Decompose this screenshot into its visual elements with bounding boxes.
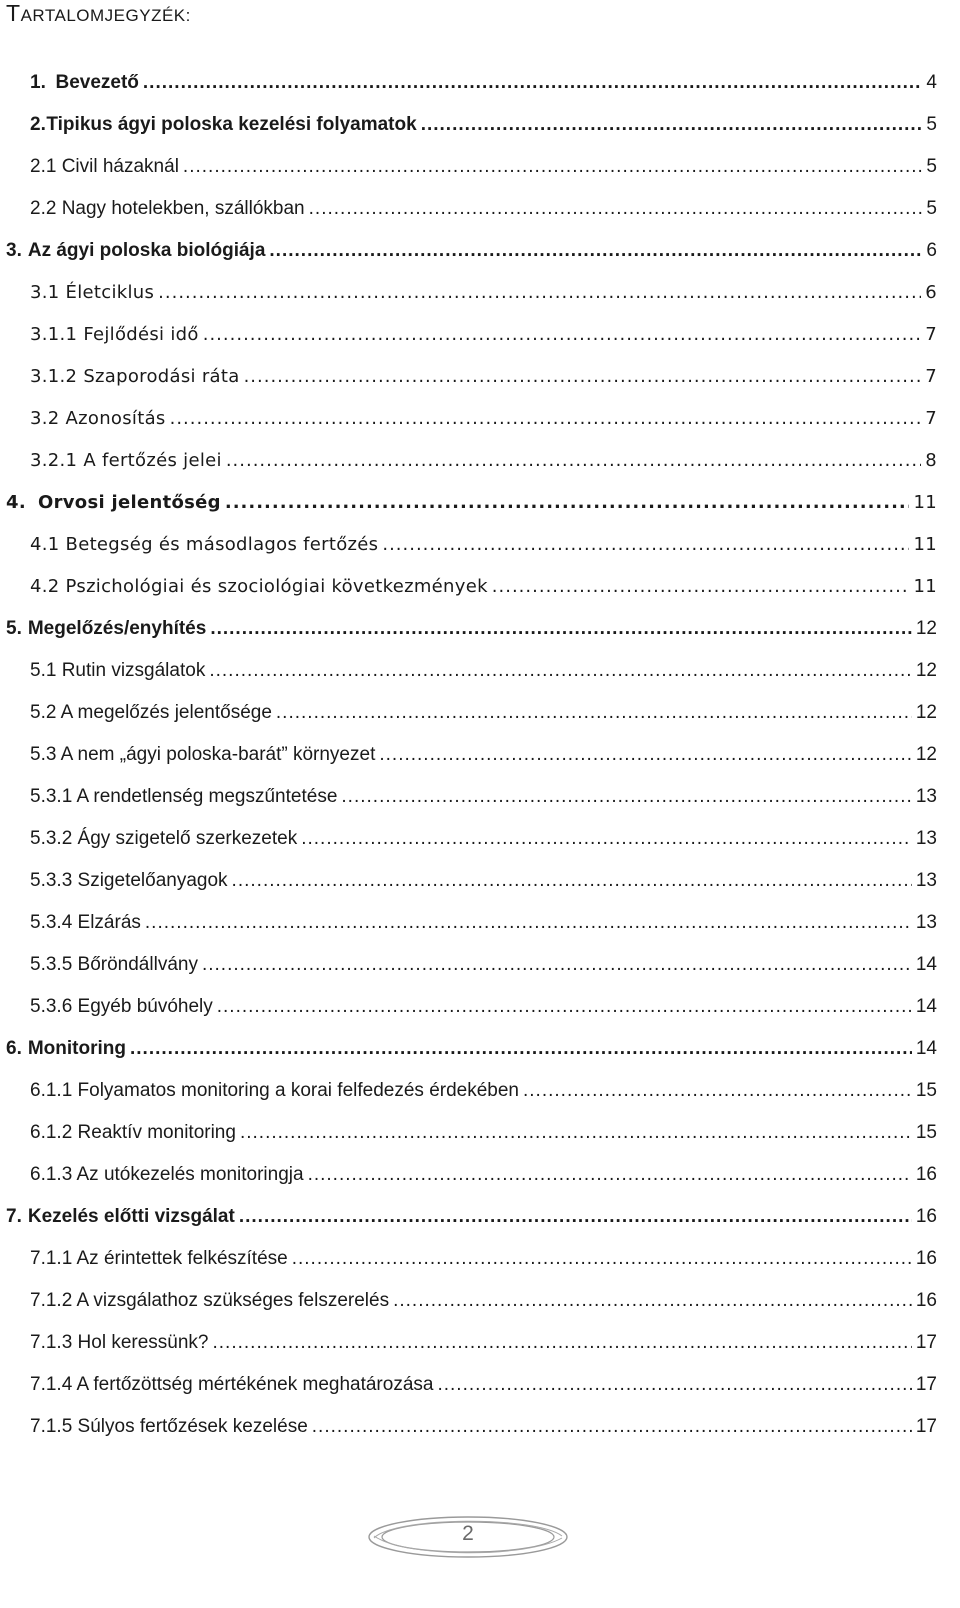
toc-entry-label: Monitoring bbox=[27, 1038, 126, 1059]
toc-entry-label: 6.1.2 Reaktív monitoring bbox=[30, 1122, 236, 1143]
toc-entry-page: 17 bbox=[915, 1416, 937, 1437]
toc-leader-dots bbox=[308, 1160, 912, 1190]
toc-entry[interactable] bbox=[30, 698, 937, 728]
toc-entry-label: Tipikus ágyi poloska kezelési folyamatok bbox=[46, 114, 417, 135]
toc-entry[interactable] bbox=[30, 110, 937, 140]
toc-entry-number: 7. bbox=[6, 1206, 22, 1227]
toc-entry-label: 6.1.1 Folyamatos monitoring a korai felfedezés érdekében bbox=[30, 1080, 519, 1101]
toc-entry-number: 2. bbox=[30, 114, 46, 135]
toc-entry-label: 5.3.5 Bőröndállvány bbox=[30, 954, 198, 975]
toc-entry-label: 3.1 Életciklus bbox=[30, 282, 155, 303]
toc-leader-dots bbox=[202, 950, 912, 980]
toc-entry[interactable] bbox=[30, 152, 937, 182]
toc-entry[interactable] bbox=[30, 1244, 937, 1274]
toc-leader-dots bbox=[239, 1202, 912, 1232]
toc-leader-dots bbox=[232, 866, 912, 896]
toc-entry[interactable] bbox=[30, 194, 937, 224]
toc-entry-page: 17 bbox=[915, 1374, 937, 1395]
toc-entry-label: 5.2 A megelőzés jelentősége bbox=[30, 702, 272, 723]
toc-entry-label: 5.3.6 Egyéb búvóhely bbox=[30, 996, 213, 1017]
toc-entry-page: 6 bbox=[926, 240, 937, 261]
toc-entry-label: 7.1.1 Az érintettek felkészítése bbox=[30, 1248, 288, 1269]
toc-entry[interactable] bbox=[30, 1118, 937, 1148]
toc-entry[interactable] bbox=[30, 1412, 937, 1442]
toc-entry[interactable] bbox=[30, 530, 937, 560]
toc-leader-dots bbox=[393, 1286, 912, 1316]
toc-leader-dots bbox=[145, 908, 912, 938]
toc-entry-page: 11 bbox=[913, 576, 937, 597]
toc-entry[interactable] bbox=[30, 320, 937, 350]
toc-entry-label: 2.2 Nagy hotelekben, szállókban bbox=[30, 198, 305, 219]
toc-entry[interactable] bbox=[30, 1286, 937, 1316]
toc-entry-page: 16 bbox=[915, 1248, 937, 1269]
toc-entry-page: 17 bbox=[915, 1332, 937, 1353]
toc-leader-dots bbox=[170, 404, 922, 434]
toc-entry-page: 11 bbox=[913, 492, 937, 513]
toc-entry-page: 5 bbox=[926, 156, 937, 177]
toc-entry-label: 4.2 Pszichológiai és szociológiai következmények bbox=[30, 576, 488, 597]
toc-leader-dots bbox=[209, 656, 912, 686]
toc-entry-page: 12 bbox=[915, 744, 937, 765]
toc-entry[interactable] bbox=[30, 362, 937, 392]
toc-entry[interactable] bbox=[30, 782, 937, 812]
toc-entry-label: 2.1 Civil házaknál bbox=[30, 156, 179, 177]
toc-entry-label: 5.3.3 Szigetelőanyagok bbox=[30, 870, 228, 891]
toc-entry[interactable] bbox=[30, 278, 937, 308]
toc-entry-label: 5.3 A nem „ágyi poloska-barát” környezet bbox=[30, 744, 376, 765]
toc-entry-page: 5 bbox=[926, 114, 937, 135]
toc-leader-dots bbox=[183, 152, 923, 182]
toc-entry-label: 5.3.2 Ágy szigetelő szerkezetek bbox=[30, 828, 298, 849]
toc-entry-page: 6 bbox=[925, 282, 937, 303]
toc-entry[interactable] bbox=[30, 446, 937, 476]
toc-entry-label: 5.3.1 A rendetlenség megszűntetése bbox=[30, 786, 338, 807]
toc-entry-page: 14 bbox=[915, 996, 937, 1017]
toc-entry[interactable] bbox=[30, 68, 937, 98]
toc-entry-label: Bevezető bbox=[55, 72, 139, 93]
toc-entry[interactable] bbox=[6, 488, 937, 518]
toc-entry-number: 3. bbox=[6, 240, 22, 261]
toc-leader-dots bbox=[244, 362, 922, 392]
toc-entry-page: 7 bbox=[925, 324, 937, 345]
toc-entry-label: 7.1.4 A fertőzöttség mértékének meghatározása bbox=[30, 1374, 434, 1395]
toc-entry-page: 12 bbox=[915, 702, 937, 723]
toc-entry-page: 7 bbox=[925, 408, 937, 429]
toc-entry-label: Kezelés előtti vizsgálat bbox=[27, 1206, 235, 1227]
toc-entry-label: 7.1.2 A vizsgálathoz szükséges felszerelés bbox=[30, 1290, 390, 1311]
toc-entry[interactable] bbox=[30, 740, 937, 770]
toc-entry-label: 7.1.5 Súlyos fertőzések kezelése bbox=[30, 1416, 308, 1437]
toc-entry-label: 3.1.1 Fejlődési idő bbox=[30, 324, 199, 345]
toc-leader-dots bbox=[382, 530, 909, 560]
toc-leader-dots bbox=[421, 110, 923, 140]
page-number: 2 bbox=[462, 1522, 474, 1545]
toc-entry-page: 16 bbox=[915, 1206, 937, 1227]
toc-entry-label: Orvosi jelentőség bbox=[37, 492, 221, 513]
toc-entry-page: 14 bbox=[915, 1038, 937, 1059]
toc-title-rest: ARTALOMJEGYZÉK: bbox=[20, 6, 191, 25]
toc-entry[interactable] bbox=[30, 404, 937, 434]
toc-entry-label: Az ágyi poloska biológiája bbox=[27, 240, 266, 261]
toc-entry-page: 12 bbox=[915, 660, 937, 681]
toc-entry[interactable] bbox=[6, 1202, 937, 1232]
toc-leader-dots bbox=[225, 488, 910, 518]
toc-entry-label: 7.1.3 Hol keressünk? bbox=[30, 1332, 209, 1353]
toc-entry-label: 3.2 Azonosítás bbox=[30, 408, 166, 429]
toc-entry-label: 6.1.3 Az utókezelés monitoringja bbox=[30, 1164, 304, 1185]
toc-entry-label: Megelőzés/enyhítés bbox=[27, 618, 207, 639]
toc-entry[interactable] bbox=[30, 572, 937, 602]
toc-leader-dots bbox=[312, 1412, 912, 1442]
toc-entry-page: 11 bbox=[913, 534, 937, 555]
toc-entry-page: 14 bbox=[915, 954, 937, 975]
toc-entry-page: 16 bbox=[915, 1290, 937, 1311]
toc-entry-label: 5.1 Rutin vizsgálatok bbox=[30, 660, 206, 681]
toc-entry-number: 6. bbox=[6, 1038, 22, 1059]
toc-leader-dots bbox=[203, 320, 922, 350]
toc-leader-dots bbox=[130, 1034, 912, 1064]
toc-leader-dots bbox=[226, 446, 921, 476]
toc-leader-dots bbox=[240, 1118, 912, 1148]
toc-entry-page: 13 bbox=[915, 786, 937, 807]
toc-entry[interactable] bbox=[30, 656, 937, 686]
toc-entry-number: 1. bbox=[30, 72, 46, 93]
page-number-badge bbox=[366, 1514, 570, 1560]
toc-leader-dots bbox=[217, 992, 912, 1022]
toc-leader-dots bbox=[523, 1076, 912, 1106]
toc-entry-label: 3.1.2 Szaporodási ráta bbox=[30, 366, 240, 387]
toc-entry[interactable] bbox=[6, 1034, 937, 1064]
toc-entry-page: 12 bbox=[915, 618, 937, 639]
toc-leader-dots bbox=[341, 782, 911, 812]
toc-entry[interactable] bbox=[30, 950, 937, 980]
toc-leader-dots bbox=[309, 194, 923, 224]
toc-leader-dots bbox=[379, 740, 912, 770]
toc-entry-label: 3.2.1 A fertőzés jelei bbox=[30, 450, 222, 471]
toc-leader-dots bbox=[437, 1370, 911, 1400]
toc-entry[interactable] bbox=[30, 1370, 937, 1400]
toc-leader-dots bbox=[301, 824, 912, 854]
toc-leader-dots bbox=[213, 1328, 912, 1358]
toc-leader-dots bbox=[292, 1244, 912, 1274]
toc-leader-dots bbox=[143, 68, 923, 98]
toc-leader-dots bbox=[158, 278, 921, 308]
toc-title-initial: T bbox=[6, 0, 21, 26]
toc-entry[interactable] bbox=[30, 1328, 937, 1358]
toc-entry-page: 16 bbox=[915, 1164, 937, 1185]
toc-entry[interactable] bbox=[30, 1076, 937, 1106]
toc-entry-page: 13 bbox=[915, 870, 937, 891]
toc-entry-page: 8 bbox=[925, 450, 937, 471]
toc-entry-page: 13 bbox=[915, 828, 937, 849]
toc-entry[interactable] bbox=[30, 1160, 937, 1190]
toc-entry[interactable] bbox=[6, 236, 937, 266]
toc-leader-dots bbox=[492, 572, 910, 602]
toc-entry-number: 4. bbox=[6, 492, 26, 513]
toc-entry[interactable] bbox=[6, 614, 937, 644]
toc-entry-page: 4 bbox=[926, 72, 937, 93]
toc-leader-dots bbox=[269, 236, 922, 266]
toc-entry[interactable] bbox=[30, 992, 937, 1022]
toc-entry-page: 15 bbox=[915, 1080, 937, 1101]
toc-entry-page: 13 bbox=[915, 912, 937, 933]
toc-entry[interactable] bbox=[30, 908, 937, 938]
toc-entry-label: 4.1 Betegség és másodlagos fertőzés bbox=[30, 534, 379, 555]
toc-entry-label: 5.3.4 Elzárás bbox=[30, 912, 141, 933]
toc-entry-page: 7 bbox=[925, 366, 937, 387]
toc-entry-number: 5. bbox=[6, 618, 22, 639]
toc-leader-dots bbox=[276, 698, 912, 728]
toc-entry[interactable] bbox=[30, 824, 937, 854]
toc-entry[interactable] bbox=[30, 866, 937, 896]
toc-entry-page: 15 bbox=[915, 1122, 937, 1143]
toc-entry-page: 5 bbox=[926, 198, 937, 219]
toc-leader-dots bbox=[210, 614, 912, 644]
toc-title bbox=[6, 0, 191, 27]
